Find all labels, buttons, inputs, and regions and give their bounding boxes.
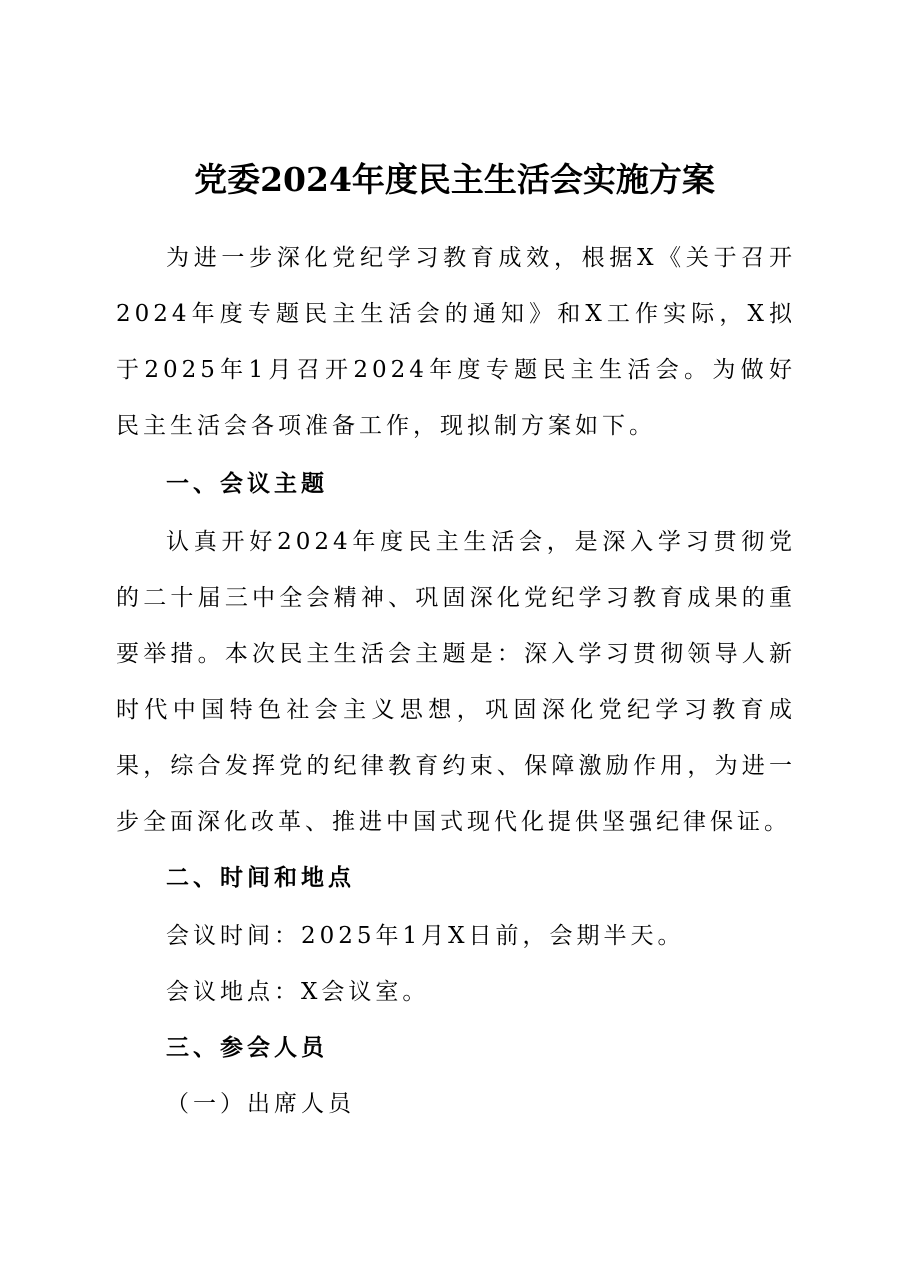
section-heading-time-place: 二、时间和地点 <box>166 864 355 891</box>
document-title: 党委2024年度民主生活会实施方案 <box>194 160 715 199</box>
meeting-place-paragraph: 会议地点：X会议室。 <box>166 979 430 1005</box>
theme-paragraph: 认真开好2024年度民主生活会，是深入学习贯彻党的二十届三中全会精神、巩固深化党纪学习教育成果的重要举措。本次民主生活会主题是：深入学习贯彻领导人新时代中国特色社会主义思想，巩固深化党纪学习教育成果，综合发挥党的纪律教育约束、保障激励作用，为进一步全面深化改革、推进中国式现代化提供坚强纪律保证。 <box>116 529 796 835</box>
subsection-attendees-present: （一）出席人员 <box>166 1091 355 1117</box>
section-heading-theme: 一、会议主题 <box>166 470 328 497</box>
section-heading-attendees: 三、参会人员 <box>166 1034 328 1061</box>
meeting-time-paragraph: 会议时间：2025年1月X日前，会期半天。 <box>166 923 685 949</box>
intro-paragraph: 为进一步深化党纪学习教育成效，根据X《关于召开2024年度专题民主生活会的通知》和X工作实际，X拟于2025年1月召开2024年度专题民主生活会。为做好民主生活会各项准备工作，现拟制方案如下。 <box>116 245 796 439</box>
